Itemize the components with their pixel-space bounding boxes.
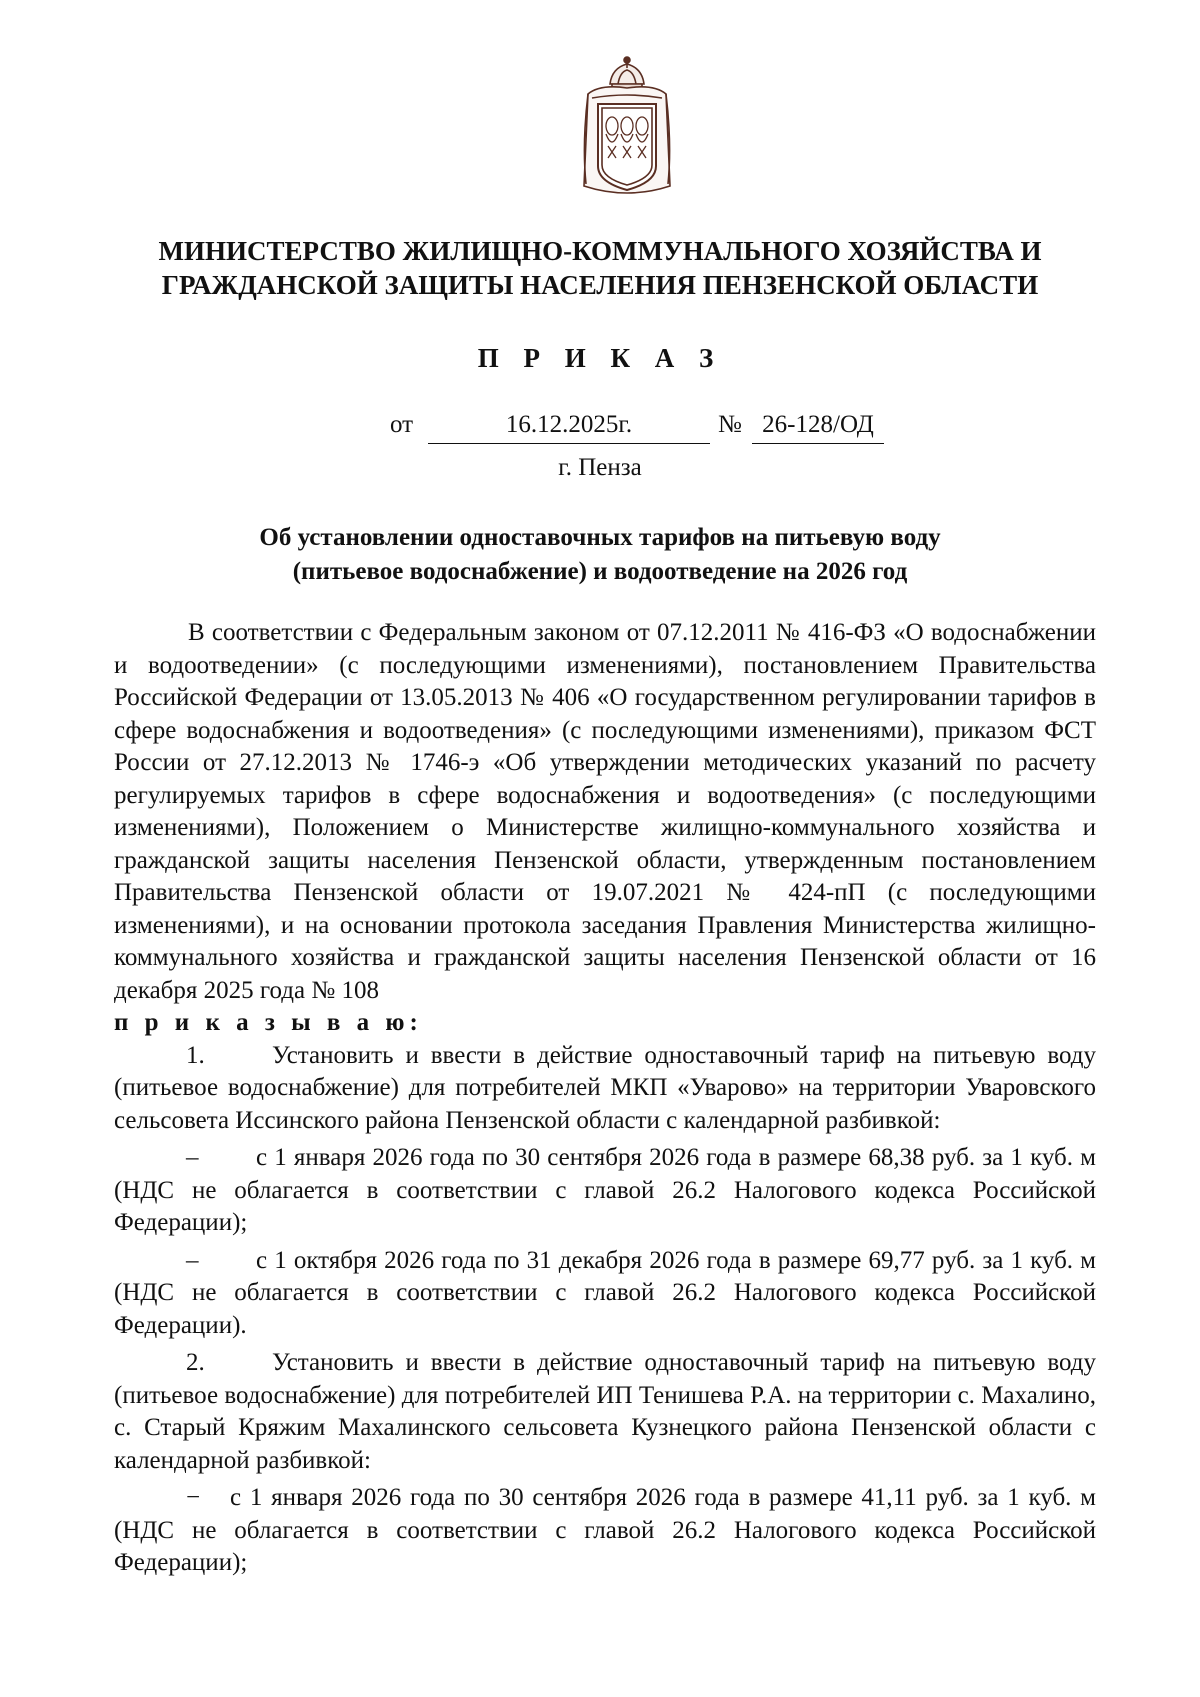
subject-line2: (питьевое водоснабжение) и водоотведение на 2026 год — [292, 558, 908, 585]
number-field — [752, 411, 884, 444]
date-field — [428, 411, 710, 444]
subitem-dash: – — [186, 1144, 199, 1171]
date-prefix: от — [390, 411, 414, 438]
document-subject — [100, 521, 1100, 589]
item-number: 1. — [186, 1041, 205, 1069]
ministry-name — [100, 234, 1100, 302]
subitem-dash: − — [186, 1484, 201, 1511]
list-item — [114, 1482, 1096, 1580]
subitem-text: с 1 января 2026 года по 30 сентября 2026 года в размере 68,38 руб. за 1 куб. м (НДС не облагается в соответствии с главой 26.2 Налогового кодекса Российской Федерации); — [114, 1144, 1096, 1236]
list-item — [114, 1245, 1096, 1343]
ministry-name-line2: ГРАЖДАНСКОЙ ЗАЩИТЫ НАСЕЛЕНИЯ ПЕНЗЕНСКОЙ ОБЛАСТИ — [161, 270, 1039, 300]
penza-region-coat-of-arms-icon — [572, 54, 682, 202]
subject-line1: Об установлении одноставочных тарифов на питьевую воду — [259, 524, 941, 551]
list-item — [114, 1142, 1096, 1240]
subitem-text: с 1 октября 2026 года по 31 декабря 2026 года в размере 69,77 руб. за 1 куб. м (НДС не облагается в соответствии с главой 26.2 Налогового кодекса Российской Федерации). — [114, 1246, 1096, 1339]
ministry-name-line1: МИНИСТЕРСТВО ЖИЛИЩНО-КОММУНАЛЬНОГО ХОЗЯЙСТВА И — [158, 236, 1042, 266]
number-value: 26-128/ОД — [762, 411, 874, 438]
city: г. Пенза — [558, 454, 642, 481]
subitem-dash: – — [186, 1246, 199, 1274]
date-value: 16.12.2025г. — [505, 411, 633, 438]
subitem-text: с 1 января 2026 года по 30 сентября 2026 года в размере 41,11 руб. за 1 куб. м (НДС не облагается в соответствии с главой 26.2 Налогового кодекса Российской Федерации); — [114, 1484, 1096, 1576]
preamble-paragraph: В соответствии с Федеральным законом от 07.12.2011 № 416-ФЗ «О водоснабжении и водоотведении» (с последующими изменениями), постановлением Правительства Российской Федерации от 13.05.2013 № 406 «О государственном регулировании тарифов в сфере водоснабжения и водоотведения» (с последующими изменениями), приказом ФСТ России от 27.12.2013 № 1746-э «Об утверждении методических указаний по расчету регулируемых тарифов в сфере водоснабжения и водоотведения» (с последующими изменениями), Положением о Министерстве жилищно-коммунального хозяйства и гражданской защиты населения Пензенской области, утвержденным постановлением Правительства Пензенской области от 19.07.2021 № 424-пП (с последующими изменениями), и на основании протокола заседания Правления Министерства жилищно-коммунального хозяйства и гражданской защиты населения Пензенской области от 16 декабря 2025 года № 108 — [114, 619, 1096, 1004]
document-body — [114, 617, 1096, 1580]
date-number-line — [0, 411, 1200, 447]
number-prefix: № — [718, 411, 742, 438]
list-item — [114, 1347, 1096, 1477]
item-text: Установить и ввести в действие одноставочный тариф на питьевую воду (питьевое водоснабжение) для потребителей МКП «Уварово» на территории Уваровского сельсовета Иссинского района Пензенской области с календарной разбивкой: — [114, 1041, 1096, 1134]
document-type-heading: П Р И К А З — [477, 343, 723, 373]
item-number: 2. — [186, 1349, 205, 1376]
order-word: п р и к а з ы в а ю: — [114, 1009, 423, 1036]
item-text: Установить и ввести в действие одноставочный тариф на питьевую воду (питьевое водоснабжение) для потребителей ИП Тенишева Р.А. на территории с. Махалино, с. Старый Кряжим Махалинского сельсовета Кузнецкого района Пензенской области с календарной разбивкой: — [114, 1349, 1096, 1474]
list-item — [114, 1040, 1096, 1138]
